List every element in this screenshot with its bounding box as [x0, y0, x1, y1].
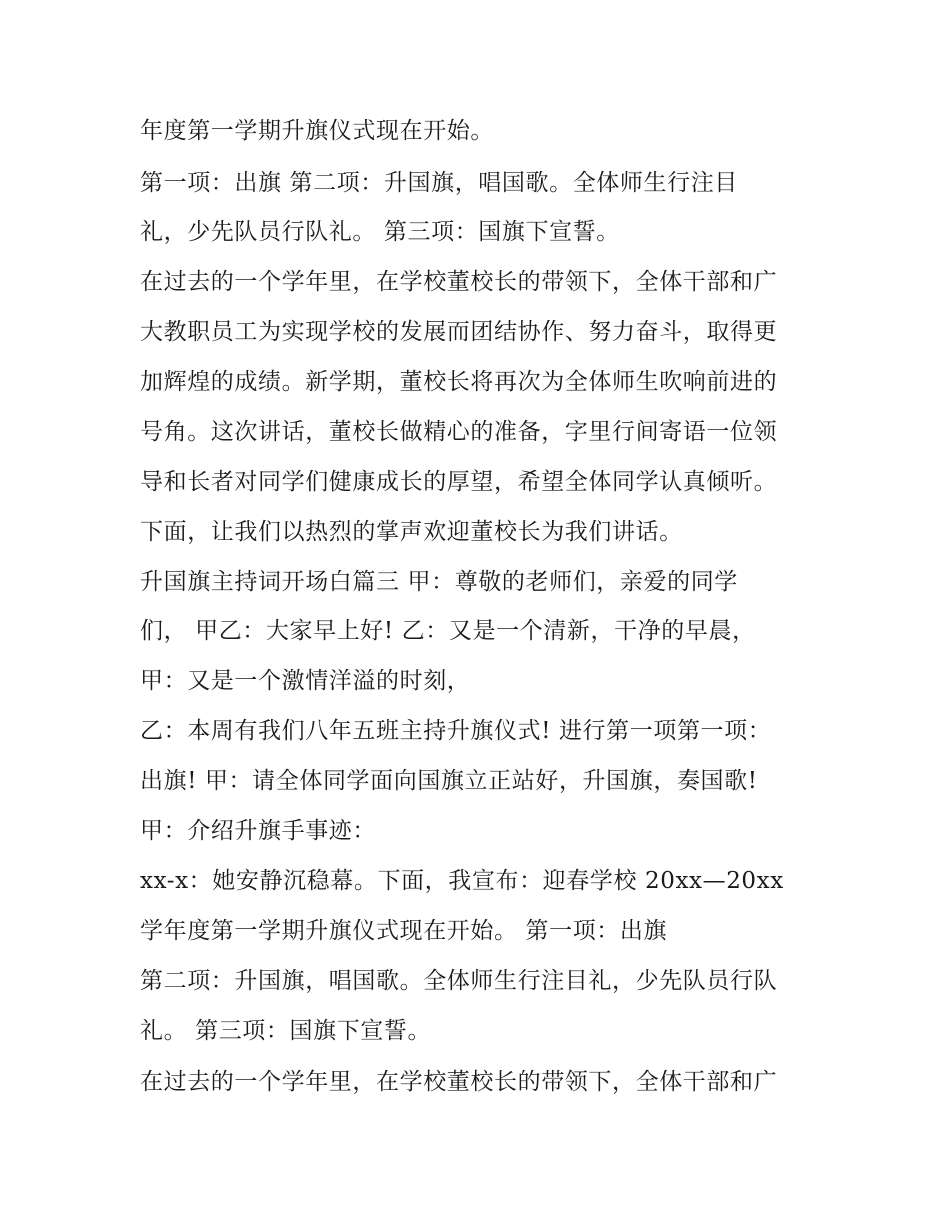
text-line: 年度第一学期升旗仪式现在开始。 — [140, 118, 494, 144]
text-line: 在过去的一个学年里，在学校董校长的带领下，全体干部和广 — [140, 1069, 778, 1095]
text-line: 加辉煌的成绩。新学期，董校长将再次为全体师生吹响前进的 — [140, 369, 778, 395]
text-line: 乙：本周有我们八年五班主持升旗仪式! 进行第一项第一项： — [140, 718, 772, 744]
text-line: 大教职员工为实现学校的发展而团结协作、努力奋斗，取得更 — [140, 319, 778, 345]
text-line: 下面，让我们以热烈的掌声欢迎董校长为我们讲话。 — [140, 519, 683, 545]
text-line: 第一项：出旗 第二项：升国旗，唱国歌。全体师生行注目 — [140, 170, 738, 196]
text-line: 第二项：升国旗，唱国歌。全体师生行注目礼，少先队员行队 — [140, 968, 778, 994]
text-line: 礼，少先队员行队礼。 第三项：国旗下宣誓。 — [140, 219, 620, 245]
text-line: 号角。这次讲话，董校长做精心的准备，字里行间寄语一位领 — [140, 419, 778, 445]
text-line: 出旗! 甲：请全体同学面向国旗立正站好，升国旗，奏国歌! — [140, 768, 758, 794]
text-line: 在过去的一个学年里，在学校董校长的带领下，全体干部和广 — [140, 269, 778, 295]
text-line: 甲：介绍升旗手事迹： — [140, 818, 376, 844]
text-line: xx-x：她安静沉稳幕。下面，我宣布：迎春学校 20xx—20xx — [140, 868, 784, 894]
text-line: 甲：又是一个激情洋溢的时刻， — [140, 668, 471, 694]
text-line: 升国旗主持词开场白篇三 甲：尊敬的老师们，亲爱的同学 — [140, 569, 738, 595]
text-line: 们， 甲乙：大家早上好! 乙：又是一个清新，干净的早晨， — [140, 618, 756, 644]
text-line: 导和长者对同学们健康成长的厚望，希望全体同学认真倾听。 — [140, 469, 778, 495]
text-line: 学年度第一学期升旗仪式现在开始。 第一项：出旗 — [140, 918, 668, 944]
text-line: 礼。 第三项：国旗下宣誓。 — [140, 1018, 432, 1044]
